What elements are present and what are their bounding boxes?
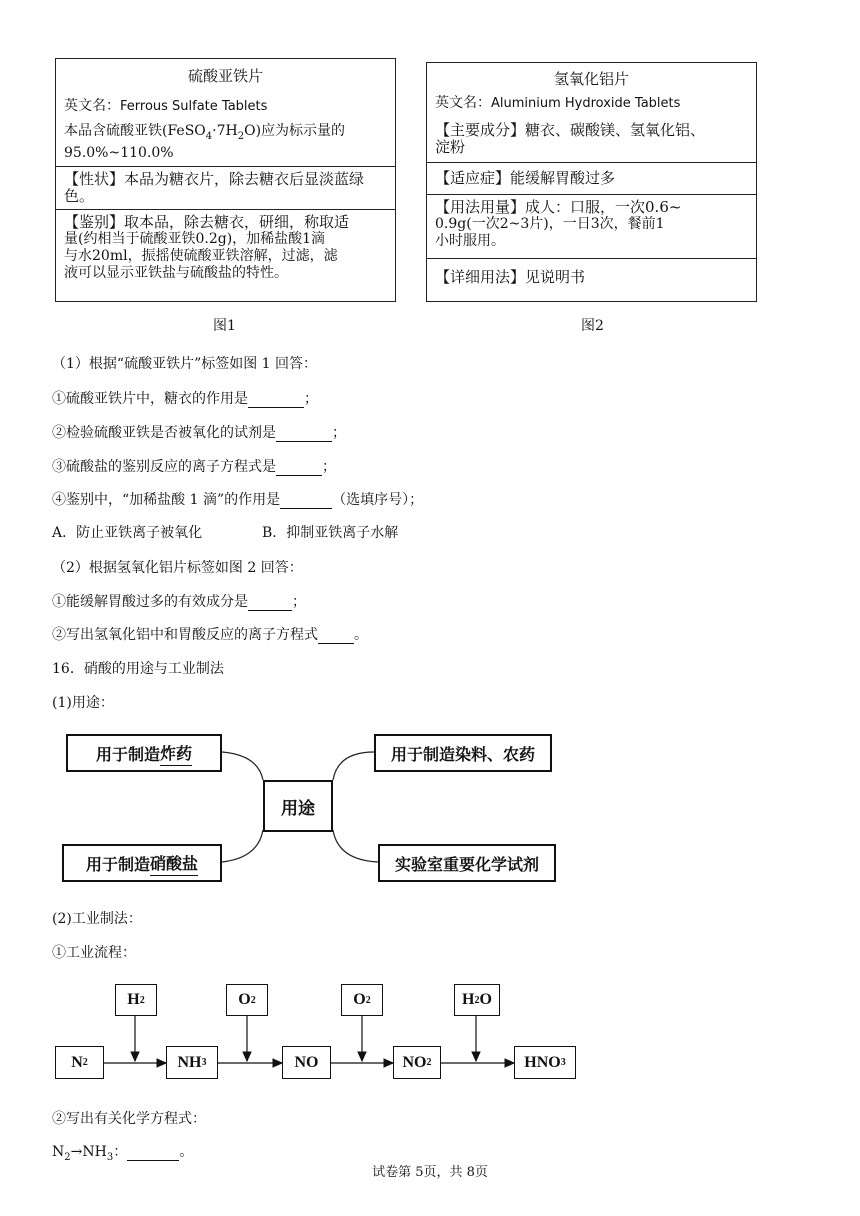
q1-3: ③硫酸盐的鉴别反应的离子方程式是 ； xyxy=(52,459,336,475)
mindmap-bottom-right: 实验室重要化学试剂 xyxy=(378,844,556,882)
q1-2: ②检验硫酸亚铁是否被氧化的试剂是 ； xyxy=(52,425,346,441)
fig2-usage: 【用法用量】成人：口服，一次0.6~ 0.9g(一次2~3片)，一日3次，餐前1 小时服用。 xyxy=(427,194,756,258)
fig2-title: 氢氧化铝片 xyxy=(553,70,629,88)
q16-n2-nh3: $N_2\to NH_3$： 。 xyxy=(52,1144,194,1163)
fig1-en-name: 英文名：Ferrous Sulfate Tablets xyxy=(64,98,268,114)
fig1-content-range: 95.0%~110.0% xyxy=(64,144,174,161)
q16-title: 16．硝酸的用途与工业制法 xyxy=(52,661,224,677)
fig1-jianbie: 【鉴别】取本品，除去糖衣，研细，称取适 量(约相当于硫酸亚铁0.2g)，加稀盐酸1滴 与水20ml，振摇使硫酸亚铁溶解，过滤，滤 液可以显示亚铁盐与硫酸盐的特性。 xyxy=(56,209,395,286)
fig2-caption: 图2 xyxy=(581,318,604,334)
mindmap-top-left: 用于制造 炸药 xyxy=(66,734,222,772)
fig1-caption: 图1 xyxy=(213,318,236,334)
flow-nh3: NH 3 xyxy=(166,1046,218,1079)
answer-blank[interactable] xyxy=(127,1144,179,1161)
flow-o2-b: O 2 xyxy=(341,984,383,1016)
fig2-indication: 【适应症】能缓解胃酸过多 xyxy=(427,162,756,194)
fig2-detail: 【详细用法】见说明书 xyxy=(427,258,756,296)
q1-4: ④鉴别中，“加稀盐酸 1 滴”的作用是 （选填序号）； xyxy=(52,492,424,508)
q16-use: (1)用途： xyxy=(52,695,114,711)
q1-1: ①硫酸亚铁片中，糖衣的作用是 ； xyxy=(52,391,318,407)
fig1-content: 本品含硫酸亚铁$(FeSO_4\cdot 7H_2O)$应为标示量的 xyxy=(64,123,346,142)
q1-header: （1）根据“硫酸亚铁片”标签如图 1 回答： xyxy=(52,356,318,372)
flow-no: NO xyxy=(282,1046,331,1079)
q2-2: ②写出氢氧化铝中和胃酸反应的离子方程式 。 xyxy=(52,627,368,643)
mindmap-center: 用途 xyxy=(263,780,333,832)
mindmap-top-right: 用于制造染料、农药 xyxy=(374,734,552,772)
mindmap-bottom-left: 用于制造 硝酸盐 xyxy=(62,844,222,882)
flow-h2o: H 2 O xyxy=(454,984,500,1016)
flow-hno3: HNO 3 xyxy=(514,1046,576,1079)
flow-no2: NO 2 xyxy=(393,1046,441,1079)
flow-o2-a: O 2 xyxy=(226,984,268,1016)
q16-industrial: (2)工业制法： xyxy=(52,911,142,927)
q16-equation: ②写出有关化学方程式： xyxy=(52,1111,206,1127)
flow-h2: H 2 xyxy=(115,984,157,1016)
option-a: A．防止亚铁离子被氧化 xyxy=(52,525,203,541)
fig2-ingredients: 【主要成分】糖衣、碳酸镁、氢氧化铝、 淀粉 xyxy=(435,121,706,156)
q2-1: ①能缓解胃酸过多的有效成分是 ； xyxy=(52,594,306,610)
q2-header: （2）根据氢氧化铝片标签如图 2 回答： xyxy=(52,560,303,576)
fig1-title: 硫酸亚铁片 xyxy=(187,67,263,85)
q16-flow: ①工业流程： xyxy=(52,945,136,961)
page-footer: 试卷第 5页，共 8页 xyxy=(372,1165,488,1180)
flow-n2: N 2 xyxy=(55,1046,104,1079)
fig2-en-name: 英文名：Aluminium Hydroxide Tablets xyxy=(435,95,681,111)
fig1-xingzhuang: 【性状】本品为糖衣片，除去糖衣后显淡蓝绿 色。 xyxy=(56,166,395,209)
option-b: B．抑制亚铁离子水解 xyxy=(262,525,399,541)
